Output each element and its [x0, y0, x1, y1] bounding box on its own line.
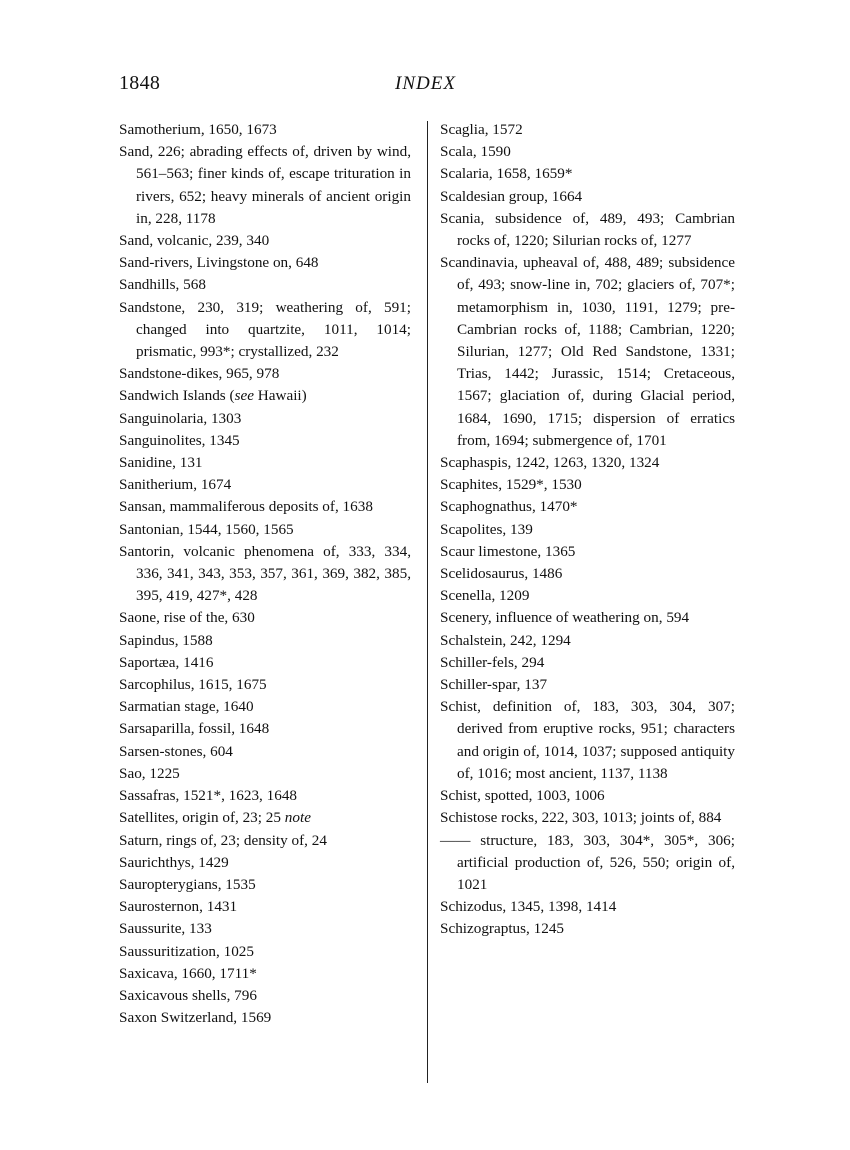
index-entry-text: Scenery, influence of weathering on, 594	[440, 609, 690, 627]
index-entry-text: Sanitherium, 1674	[119, 476, 232, 494]
index-entry	[119, 230, 411, 252]
index-entry-text: Sanguinolaria, 1303	[119, 409, 242, 427]
index-entry	[440, 474, 735, 496]
index-entry-text: Schistose rocks, 222, 303, 1013; joints of, 884	[440, 809, 722, 827]
index-entry	[440, 186, 735, 208]
index-entry	[119, 963, 411, 985]
index-entry	[119, 274, 411, 296]
index-entry	[440, 252, 735, 452]
index-entry	[440, 674, 735, 696]
index-entry-text: Scaur limestone, 1365	[440, 542, 576, 560]
index-entry-text: Saportæa, 1416	[119, 653, 214, 671]
index-entry-text: Saussuritization, 1025	[119, 942, 254, 960]
index-entry-text: Scania, subsidence of, 489, 493; Cambrian rocks of, 1220; Silurian rocks of, 1277	[440, 209, 735, 250]
index-entry-text: Schizodus, 1345, 1398, 1414	[440, 898, 617, 916]
index-entry-text: Sanguinolites, 1345	[119, 431, 240, 449]
index-entry	[119, 918, 411, 940]
index-entry	[440, 918, 735, 940]
index-entry-text: Scaphites, 1529*, 1530	[440, 476, 582, 494]
index-entry-text: Sapindus, 1588	[119, 631, 213, 649]
index-entry	[119, 696, 411, 718]
index-entry	[119, 496, 411, 518]
index-entry-text: Sarcophilus, 1615, 1675	[119, 676, 267, 694]
index-entry-text: Schist, definition of, 183, 303, 304, 307; derived from eruptive rocks, 951; characters and origin of, 1014, 1037; supposed antiquity of, 1016; most ancient, 1137, 1138	[440, 698, 735, 782]
index-entry-text: Sandhills, 568	[119, 276, 206, 294]
index-entry-text: Sand, volcanic, 239, 340	[119, 232, 270, 250]
index-entry	[440, 807, 735, 829]
index-entry	[119, 541, 411, 608]
index-entry	[119, 474, 411, 496]
index-entry	[440, 652, 735, 674]
index-entry-text: Saxicava, 1660, 1711*	[119, 964, 257, 982]
index-entry	[440, 630, 735, 652]
index-entry-text: Saturn, rings of, 23; density of, 24	[119, 831, 327, 849]
index-entry-text: Sand, 226; abrading effects of, driven by wind, 561–563; finer kinds of, escape trituration in rivers, 652; heavy minerals of ancient origin in, 228, 1178	[119, 143, 411, 227]
index-entry-text: Sandstone, 230, 319; weathering of, 591; changed into quartzite, 1011, 1014; prismatic, 993*; crystallized, 232	[119, 298, 411, 361]
index-entry-text: Scapolites, 139	[440, 520, 533, 538]
index-entry	[119, 718, 411, 740]
index-entry-text: Satellites, origin of, 23; 25	[119, 809, 285, 827]
index-column-right	[440, 119, 735, 941]
index-entry-italic-text: note	[284, 809, 311, 827]
index-entry-text: Saurichthys, 1429	[119, 853, 229, 871]
index-entry	[119, 141, 411, 230]
index-entry-text: Sao, 1225	[119, 764, 180, 782]
index-entry	[119, 385, 411, 407]
index-entry	[119, 519, 411, 541]
column-divider	[427, 121, 428, 1083]
index-entry	[119, 674, 411, 696]
index-entry-text: Saxon Switzerland, 1569	[119, 1009, 272, 1027]
index-entry	[119, 763, 411, 785]
index-entry-text: Hawaii)	[253, 387, 307, 405]
index-entry	[440, 696, 735, 785]
index-entry-text: Saussurite, 133	[119, 920, 212, 938]
index-entry	[119, 252, 411, 274]
index-entry	[119, 785, 411, 807]
index-entry-text: Saurosternon, 1431	[119, 898, 238, 916]
index-entry-text: Sarsaparilla, fossil, 1648	[119, 720, 270, 738]
index-entry	[440, 452, 735, 474]
index-entry-text: Scandinavia, upheaval of, 488, 489; subsidence of, 493; snow-line in, 702; glaciers of, 707*; metamorphism in, 1030, 1191, 1279; pre-Cambrian rocks of, 1188; Cambrian, 1220; Silurian, 1277; Old Red Sandstone, 1331; Trias, 1442; Jurassic, 1514; Cretaceous, 1567; glaciation of, during Glacial period, 1684, 1690, 1715; dispersion of erratics from, 1694; submergence of, 1701	[440, 254, 735, 449]
index-entry-text: Scala, 1590	[440, 143, 511, 161]
index-entry-text: Scalaria, 1658, 1659*	[440, 165, 573, 183]
index-entry	[119, 363, 411, 385]
index-entry	[119, 452, 411, 474]
index-entry	[119, 652, 411, 674]
index-entry-text: Scaglia, 1572	[440, 121, 523, 138]
index-entry	[440, 208, 735, 252]
index-entry-text: —— structure, 183, 303, 304*, 305*, 306; artificial production of, 526, 550; origin of, 1021	[440, 831, 735, 893]
index-entry-text: Schalstein, 242, 1294	[440, 631, 571, 649]
index-entry	[119, 630, 411, 652]
index-entry-text: Schiller-fels, 294	[440, 653, 545, 671]
index-column-left	[119, 119, 411, 1029]
index-entry	[440, 163, 735, 185]
index-entry-text: Saone, rise of the, 630	[119, 609, 255, 627]
index-entry	[440, 585, 735, 607]
index-entry-text: Schizograptus, 1245	[440, 920, 565, 938]
index-entry-text: Sarsen-stones, 604	[119, 742, 233, 760]
index-entry	[119, 1007, 411, 1029]
page-number: 1848	[119, 72, 161, 94]
index-entry-text: Santonian, 1544, 1560, 1565	[119, 520, 294, 538]
index-entry	[440, 519, 735, 541]
index-entry	[119, 830, 411, 852]
index-entry	[440, 563, 735, 585]
index-entry	[440, 119, 735, 141]
index-entry-text: Saxicavous shells, 796	[119, 986, 257, 1004]
index-entry	[440, 785, 735, 807]
index-entry-text: Scaphaspis, 1242, 1263, 1320, 1324	[440, 454, 660, 472]
index-entry	[119, 741, 411, 763]
index-entry	[440, 896, 735, 918]
running-head: INDEX	[395, 73, 456, 94]
index-entry	[440, 607, 735, 629]
index-entry	[440, 830, 735, 897]
index-entry-text: Sandwich Islands (	[119, 387, 235, 405]
index-entry-text: Sassafras, 1521*, 1623, 1648	[119, 787, 298, 805]
index-entry-text: Scelidosaurus, 1486	[440, 565, 563, 583]
index-entry-text: Sarmatian stage, 1640	[119, 698, 254, 716]
index-entry	[119, 119, 411, 141]
index-entry-text: Scaphognathus, 1470*	[440, 498, 578, 516]
index-entry-text: Scenella, 1209	[440, 587, 530, 605]
index-entry	[119, 985, 411, 1007]
index-entry	[440, 541, 735, 563]
index-entry	[119, 852, 411, 874]
index-entry-text: Sand-rivers, Livingstone on, 648	[119, 254, 319, 272]
index-entry	[440, 496, 735, 518]
index-entry	[119, 408, 411, 430]
index-entry-text: Scaldesian group, 1664	[440, 187, 583, 205]
index-entry	[119, 430, 411, 452]
index-entry-text: Schist, spotted, 1003, 1006	[440, 787, 605, 805]
index-entry-text: Sandstone-dikes, 965, 978	[119, 365, 280, 383]
index-entry-text: Schiller-spar, 137	[440, 676, 548, 694]
index-entry-text: Sansan, mammaliferous deposits of, 1638	[119, 498, 373, 516]
index-entry	[119, 297, 411, 364]
index-entry-text: Sanidine, 131	[119, 454, 203, 472]
index-entry	[119, 896, 411, 918]
index-entry	[119, 874, 411, 896]
index-entry-text: Samotherium, 1650, 1673	[119, 121, 277, 138]
index-entry	[119, 807, 411, 829]
index-entry	[119, 607, 411, 629]
index-entry	[440, 141, 735, 163]
index-entry-text: Santorin, volcanic phenomena of, 333, 334, 336, 341, 343, 353, 357, 361, 369, 382, 385, 395, 419, 427*, 428	[119, 542, 411, 605]
index-entry-italic-text: see	[234, 387, 254, 405]
index-entry-text: Sauropterygians, 1535	[119, 875, 256, 893]
index-entry	[119, 941, 411, 963]
